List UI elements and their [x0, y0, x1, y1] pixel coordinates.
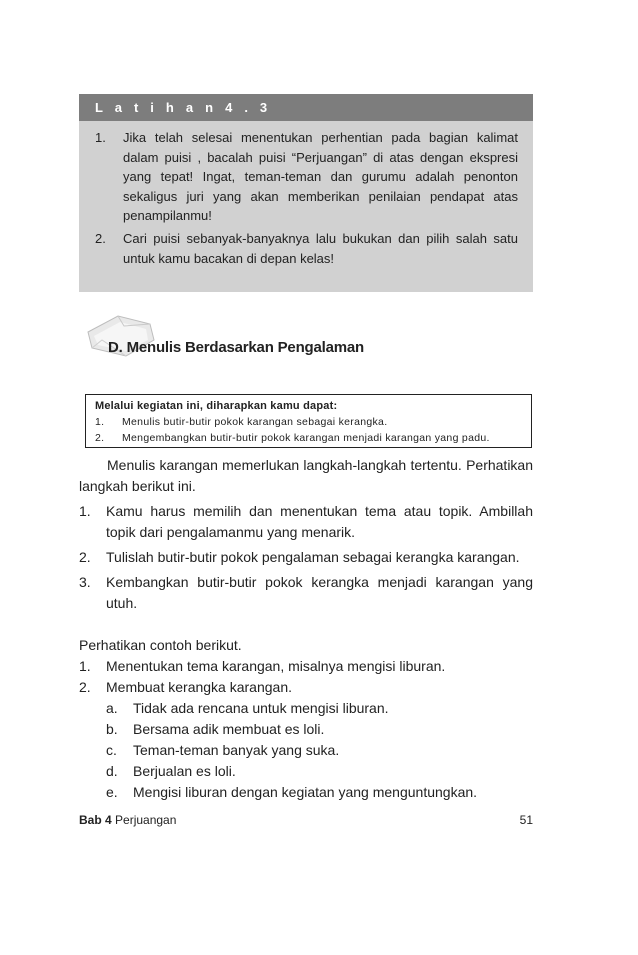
example-step-text: Menentukan tema karangan, misalnya mengisi liburan.	[106, 658, 446, 674]
exercise-item	[79, 128, 533, 226]
exercise-item	[79, 229, 533, 268]
step-number: 3.	[79, 574, 91, 590]
step-text: Kembangkan butir-butir pokok kerangka menjadi karangan yang utuh.	[106, 574, 533, 611]
example-step-text: Membuat kerangka karangan.	[106, 679, 292, 695]
exercise-item-text: Jika telah selesai menentukan perhentian pada bagian kalimat dalam puisi , bacalah puisi “Perjuangan” di atas dengan ekspresi yang tepat! Ingat, teman-teman dan gurumu adalah penonton sekaligus juri yang akan memberikan penilaian pendapat atas penampilanmu!	[123, 130, 518, 224]
step-item	[79, 501, 533, 543]
outline-letter: d.	[106, 763, 118, 779]
outline-text: Mengisi liburan dengan kegiatan yang menguntungkan.	[133, 784, 478, 800]
example-step-number: 2.	[79, 679, 91, 695]
exercise-title: L a t i h a n 4 . 3	[95, 100, 272, 115]
body-text	[79, 455, 533, 803]
outline-letter: e.	[106, 784, 118, 800]
step-item	[79, 547, 533, 568]
outline-letter: b.	[106, 721, 118, 737]
outline-text: Berjualan es loli.	[133, 763, 236, 779]
outline-item	[106, 698, 533, 719]
outline-item	[106, 782, 533, 803]
example-step-number: 1.	[79, 658, 91, 674]
exercise-header	[79, 94, 533, 121]
example-step	[79, 656, 533, 677]
objective-text: Menulis butir-butir pokok karangan sebagai kerangka.	[122, 416, 388, 428]
example-step	[79, 677, 533, 698]
outline-letter: a.	[106, 700, 118, 716]
outline-item	[106, 761, 533, 782]
chapter-number: Bab 4	[79, 813, 112, 827]
objectives-intro: Melalui kegiatan ini, diharapkan kamu dapat:	[95, 400, 338, 412]
step-number: 1.	[79, 503, 91, 519]
outline-letter: c.	[106, 742, 117, 758]
exercise-item-text: Cari puisi sebanyak-banyaknya lalu bukukan dan pilih salah satu untuk kamu bacakan di depan kelas!	[123, 230, 518, 266]
exercise-item-number: 1.	[95, 130, 106, 145]
exercise-item-number: 2.	[95, 230, 106, 246]
step-number: 2.	[79, 549, 91, 565]
objective-number: 2.	[95, 432, 105, 444]
objectives-box	[85, 394, 532, 448]
outline-text: Teman-teman banyak yang suka.	[133, 742, 340, 758]
exercise-box	[79, 94, 533, 292]
page-number: 51	[519, 813, 533, 827]
page-footer	[79, 813, 533, 827]
chapter-title: Perjuangan	[111, 813, 177, 827]
step-item	[79, 572, 533, 614]
outline-item	[106, 719, 533, 740]
objective-text: Mengembangkan butir-butir pokok karangan menjadi karangan yang padu.	[122, 432, 490, 444]
intro-paragraph	[79, 455, 533, 497]
objective-number: 1.	[95, 416, 105, 428]
intro-paragraph-text: Menulis karangan memerlukan langkah-langkah tertentu. Perhatikan langkah berikut ini.	[79, 457, 533, 494]
outline-text: Tidak ada rencana untuk mengisi liburan.	[133, 700, 389, 716]
section-title: D. Menulis Berdasarkan Pengalaman	[108, 339, 364, 356]
example-intro: Perhatikan contoh berikut.	[79, 637, 242, 653]
exercise-list	[79, 128, 533, 268]
step-text: Tulislah butir-butir pokok pengalaman sebagai kerangka karangan.	[106, 549, 520, 565]
outline-item	[106, 740, 533, 761]
outline-text: Bersama adik membuat es loli.	[133, 721, 325, 737]
step-text: Kamu harus memilih dan menentukan tema atau topik. Ambillah topik dari pengalamanmu yang menarik.	[106, 503, 533, 540]
